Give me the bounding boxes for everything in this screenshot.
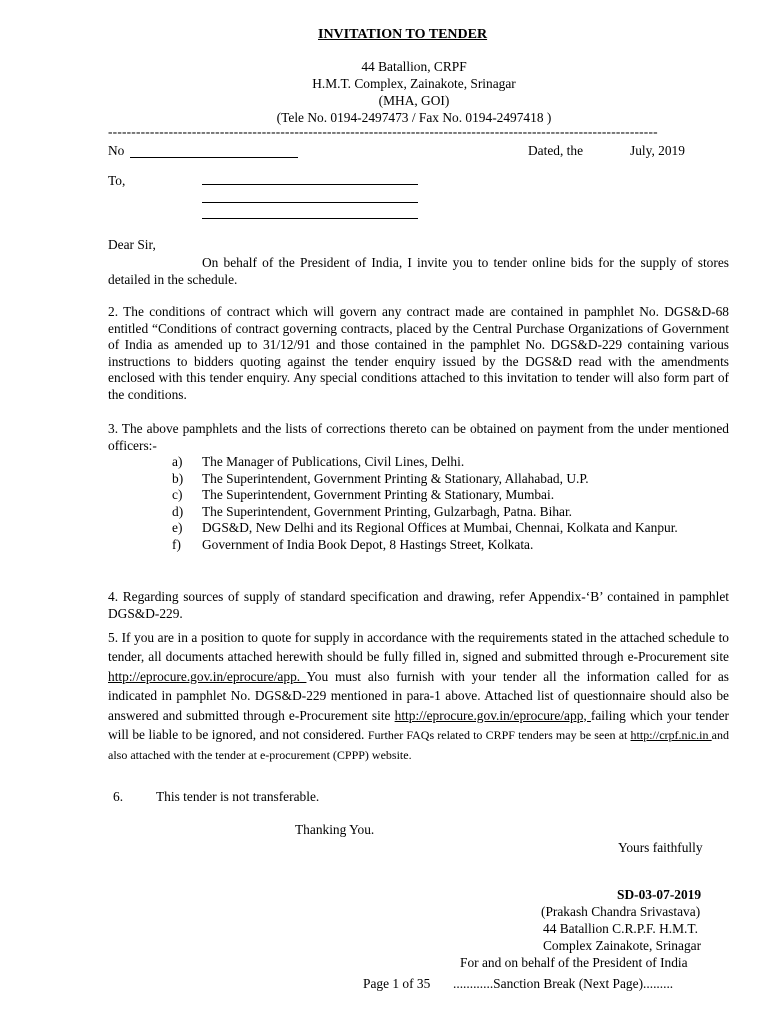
paragraph-2: 2. The conditions of contract which will govern any contract made are contained in pamphlet No. DGS&D-68 entitled “Conditions of contract governing contracts, placed by the Central Purchase Organizations of Government of India as amended up to 31/12/91 and those contained in the pamphlet No. DGS&D-229 containing various instructions to bidders quoting against the tender enquiry issued by the DGS&D read with the amendments enclosed with this tender enquiry. Any special conditions attached to this invitation to tender will also form part of the conditions. <box>108 304 729 402</box>
thanking-text: Thanking You. <box>295 822 375 837</box>
page-title: INVITATION TO TENDER <box>318 27 488 42</box>
list-item <box>172 487 729 504</box>
address-blank-3 <box>202 218 418 219</box>
list-text: Government of India Book Depot, 8 Hastings Street, Kolkata. <box>202 536 534 552</box>
address-blank-1 <box>202 184 418 185</box>
footer-note: ............Sanction Break (Next Page)......... <box>453 976 674 991</box>
list-text: The Superintendent, Government Printing & Stationary, Allahabad, U.P. <box>202 470 589 486</box>
eprocure-link-1[interactable]: http://eprocure.gov.in/eprocure/app. <box>108 668 307 684</box>
signatory-unit: 44 Batallion C.R.P.F. H.M.T. <box>543 921 698 936</box>
header-line-4: (Tele No. 0194-2497473 / Fax No. 0194-2497418 ) <box>276 110 552 125</box>
to-label: To, <box>108 173 126 188</box>
address-blank-2 <box>202 202 418 203</box>
signatory-place: Complex Zainakote, Srinagar <box>543 938 702 953</box>
para6-text: This tender is not transferable. <box>156 789 320 804</box>
para5-text-2: You must also furnish with your tender all the information called for as indicated in pamphlet No. DGS&D-229 mentioned in para-1 above. Attached list of questionnaire should also be answered and submitted through e-Procurement site <box>108 668 729 723</box>
signatory-name: (Prakash Chandra Srivastava) <box>541 904 701 919</box>
header-line-1: 44 Batallion, CRPF <box>361 59 467 74</box>
list-text: The Manager of Publications, Civil Lines, Delhi. <box>202 454 465 469</box>
page-number: Page 1 of 35 <box>363 976 431 991</box>
para5-text-5: and also attached with the tender at e-procurement (CPPP) website. <box>108 728 729 763</box>
paragraph-3: 3. The above pamphlets and the lists of corrections thereto can be obtained on payment from the under mentioned officers:- <box>108 421 729 453</box>
eprocure-link-2[interactable]: http://eprocure.gov.in/eprocure/app, <box>394 707 591 723</box>
officers-list <box>172 454 729 554</box>
header-line-2: H.M.T. Complex, Zainakote, Srinagar <box>312 76 516 91</box>
list-text: The Superintendent, Government Printing & Stationary, Mumbai. <box>202 487 555 503</box>
list-item <box>172 537 729 554</box>
list-item <box>172 504 729 521</box>
ref-no-blank <box>130 157 298 158</box>
list-marker: b) <box>172 470 184 486</box>
paragraph-1: On behalf of the President of India, I invite you to tender online bids for the supply of stores detailed in the schedule. <box>108 255 729 287</box>
list-text: DGS&D, New Delhi and its Regional Offices at Mumbai, Chennai, Kolkata and Kanpur. <box>202 520 678 536</box>
list-text: The Superintendent, Government Printing, Gulzarbagh, Patna. Bihar. <box>202 503 573 519</box>
separator-line: ---------------------------------------------------------------------------------------------------------------------- <box>108 124 658 139</box>
list-marker: d) <box>172 503 184 519</box>
dated-label: Dated, the <box>528 143 584 158</box>
list-item <box>172 471 729 488</box>
list-marker: e) <box>172 520 183 536</box>
list-marker: a) <box>172 454 183 469</box>
list-marker: c) <box>172 487 183 503</box>
para5-text-1: 5. If you are in a position to quote for supply in accordance with the requirements stated in the attached schedule to tender, all documents attached herewith should be fully filled in, signed and submitted through e-Procurement site <box>108 630 729 665</box>
crpf-link[interactable]: http://crpf.nic.in <box>630 728 712 743</box>
list-marker: f) <box>172 536 181 552</box>
list-item <box>172 454 729 471</box>
paragraph-5 <box>108 628 729 766</box>
para6-number: 6. <box>113 789 124 804</box>
para5-text-3: failing which your tender will be liable to be ignored, and not considered. <box>108 707 729 743</box>
date-value: July, 2019 <box>630 143 685 158</box>
ref-no-label: No <box>108 143 125 158</box>
paragraph-4: 4. Regarding sources of supply of standard specification and drawing, refer Appendix-‘B’ contained in pamphlet DGS&D-229. <box>108 589 729 621</box>
signature-ref-code: SD-03-07-2019 <box>617 887 702 902</box>
list-item <box>172 520 729 537</box>
signatory-behalf: For and on behalf of the President of India <box>460 955 688 970</box>
header-line-3: (MHA, GOI) <box>378 93 450 108</box>
salutation: Dear Sir, <box>108 237 156 252</box>
para5-text-4: Further FAQs related to CRPF tenders may be seen at <box>367 728 631 743</box>
yours-faithfully: Yours faithfully <box>618 840 703 855</box>
